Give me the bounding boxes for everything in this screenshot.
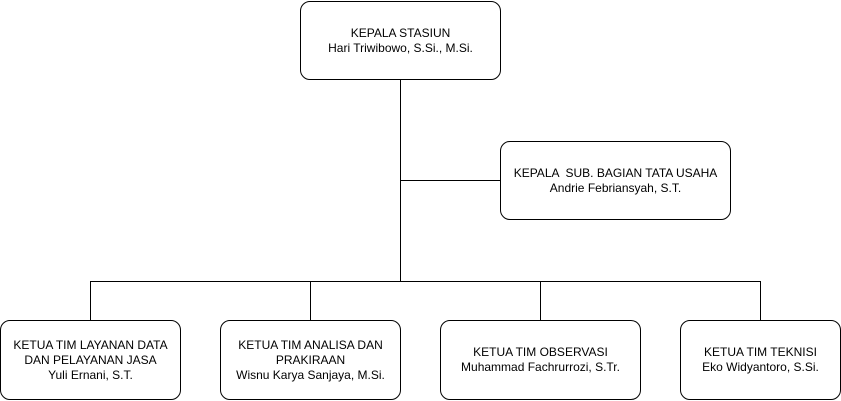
team-title-line2: PRAKIRAAN — [275, 352, 346, 367]
team-name: Yuli Ernani, S.T. — [48, 367, 133, 382]
team-name: Wisnu Karya Sanjaya, M.Si. — [236, 367, 385, 382]
team-title-line1: KETUA TIM LAYANAN DATA — [13, 337, 168, 352]
head-title: KEPALA STASIUN — [350, 25, 451, 40]
team-title-line1: KETUA TIM OBSERVASI — [473, 345, 608, 359]
team-title-line1: KETUA TIM ANALISA DAN — [238, 337, 383, 352]
team-title-line2: DAN PELAYANAN JASA — [24, 352, 157, 367]
head-node — [300, 1, 501, 80]
team-title-line1: KETUA TIM TEKNISI — [704, 345, 817, 359]
sub-unit-name: Andrie Febriansyah, S.T. — [549, 180, 682, 195]
team-name: Eko Widyantoro, S.Si. — [702, 360, 819, 374]
team-node-teknisi — [680, 320, 841, 400]
team-node-observasi — [440, 320, 641, 400]
team-name: Muhammad Fachrurrozi, S.Tr. — [461, 360, 620, 374]
team-node-analisa-prakiraan — [220, 320, 401, 400]
team-node-layanan-data — [0, 320, 181, 400]
sub-unit-title: KEPALA SUB. BAGIAN TATA USAHA — [513, 165, 718, 180]
sub-unit-node — [500, 141, 731, 220]
head-name: Hari Triwibowo, S.Si., M.Si. — [328, 40, 473, 55]
